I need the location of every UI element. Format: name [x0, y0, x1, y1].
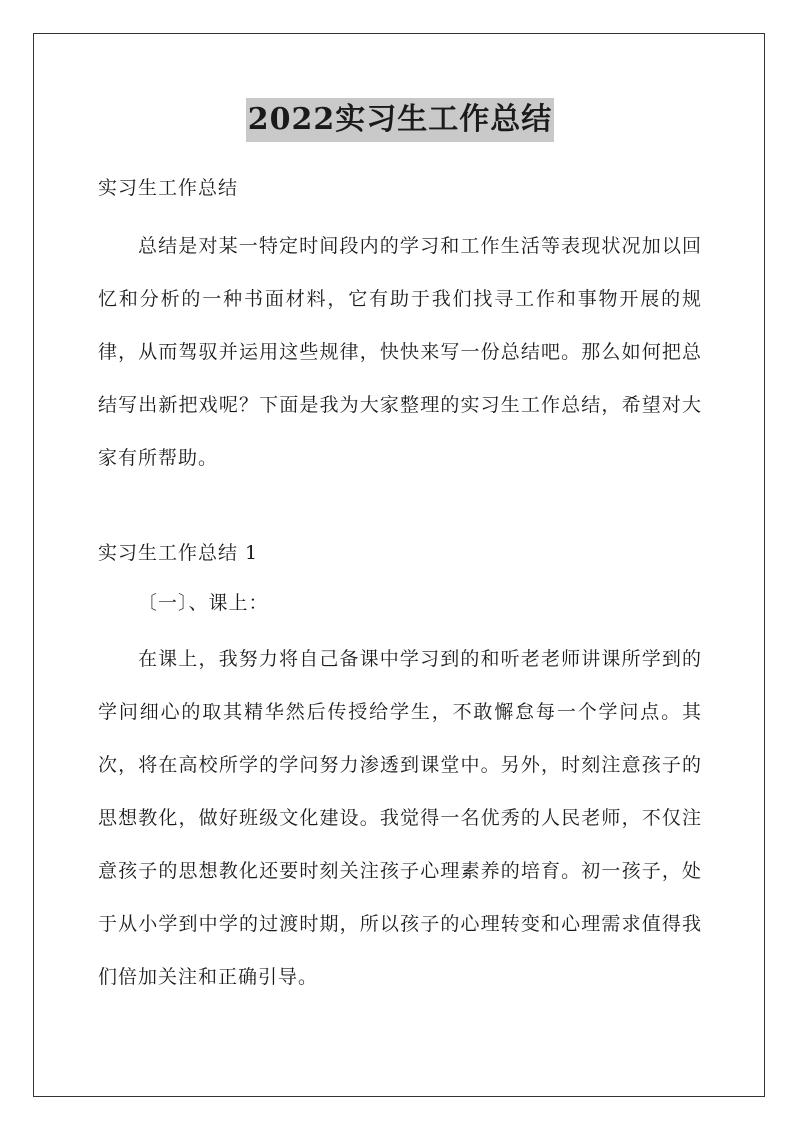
body-paragraph: 在课上，我努力将自己备课中学习到的和听老老师讲课所学到的学问细心的取其精华然后传授给学生，不敢懈怠每一个学问点。其次，将在高校所学的学问努力渗透到课堂中。另外，时刻注意孩子的思想教化，做好班级文化建设。我觉得一名优秀的人民老师，不仅注意孩子的思想教化还要时刻关注孩子心理素养的培育。初一孩子，处于从小学到中学的过渡时期，所以孩子的心理转变和心理需求值得我们倍加关注和正确引导。	[98, 648, 702, 988]
spacer	[98, 485, 702, 533]
section-heading: 实习生工作总结 1	[98, 542, 259, 564]
subtitle: 实习生工作总结	[98, 177, 239, 199]
document-title: 2022实习生工作总结	[246, 98, 555, 142]
document-body	[98, 168, 702, 1004]
title-container	[0, 98, 800, 142]
sub-heading: 〔一〕、课上：	[138, 592, 269, 614]
intro-paragraph: 总结是对某一特定时间段内的学习和工作生活等表现状况加以回忆和分析的一种书面材料，它有助于我们找寻工作和事物开展的规律，从而驾驭并运用这些规律，快快来写一份总结吧。那么如何把总结写出新把戏呢？下面是我为大家整理的实习生工作总结，希望对大家有所帮助。	[98, 235, 702, 469]
